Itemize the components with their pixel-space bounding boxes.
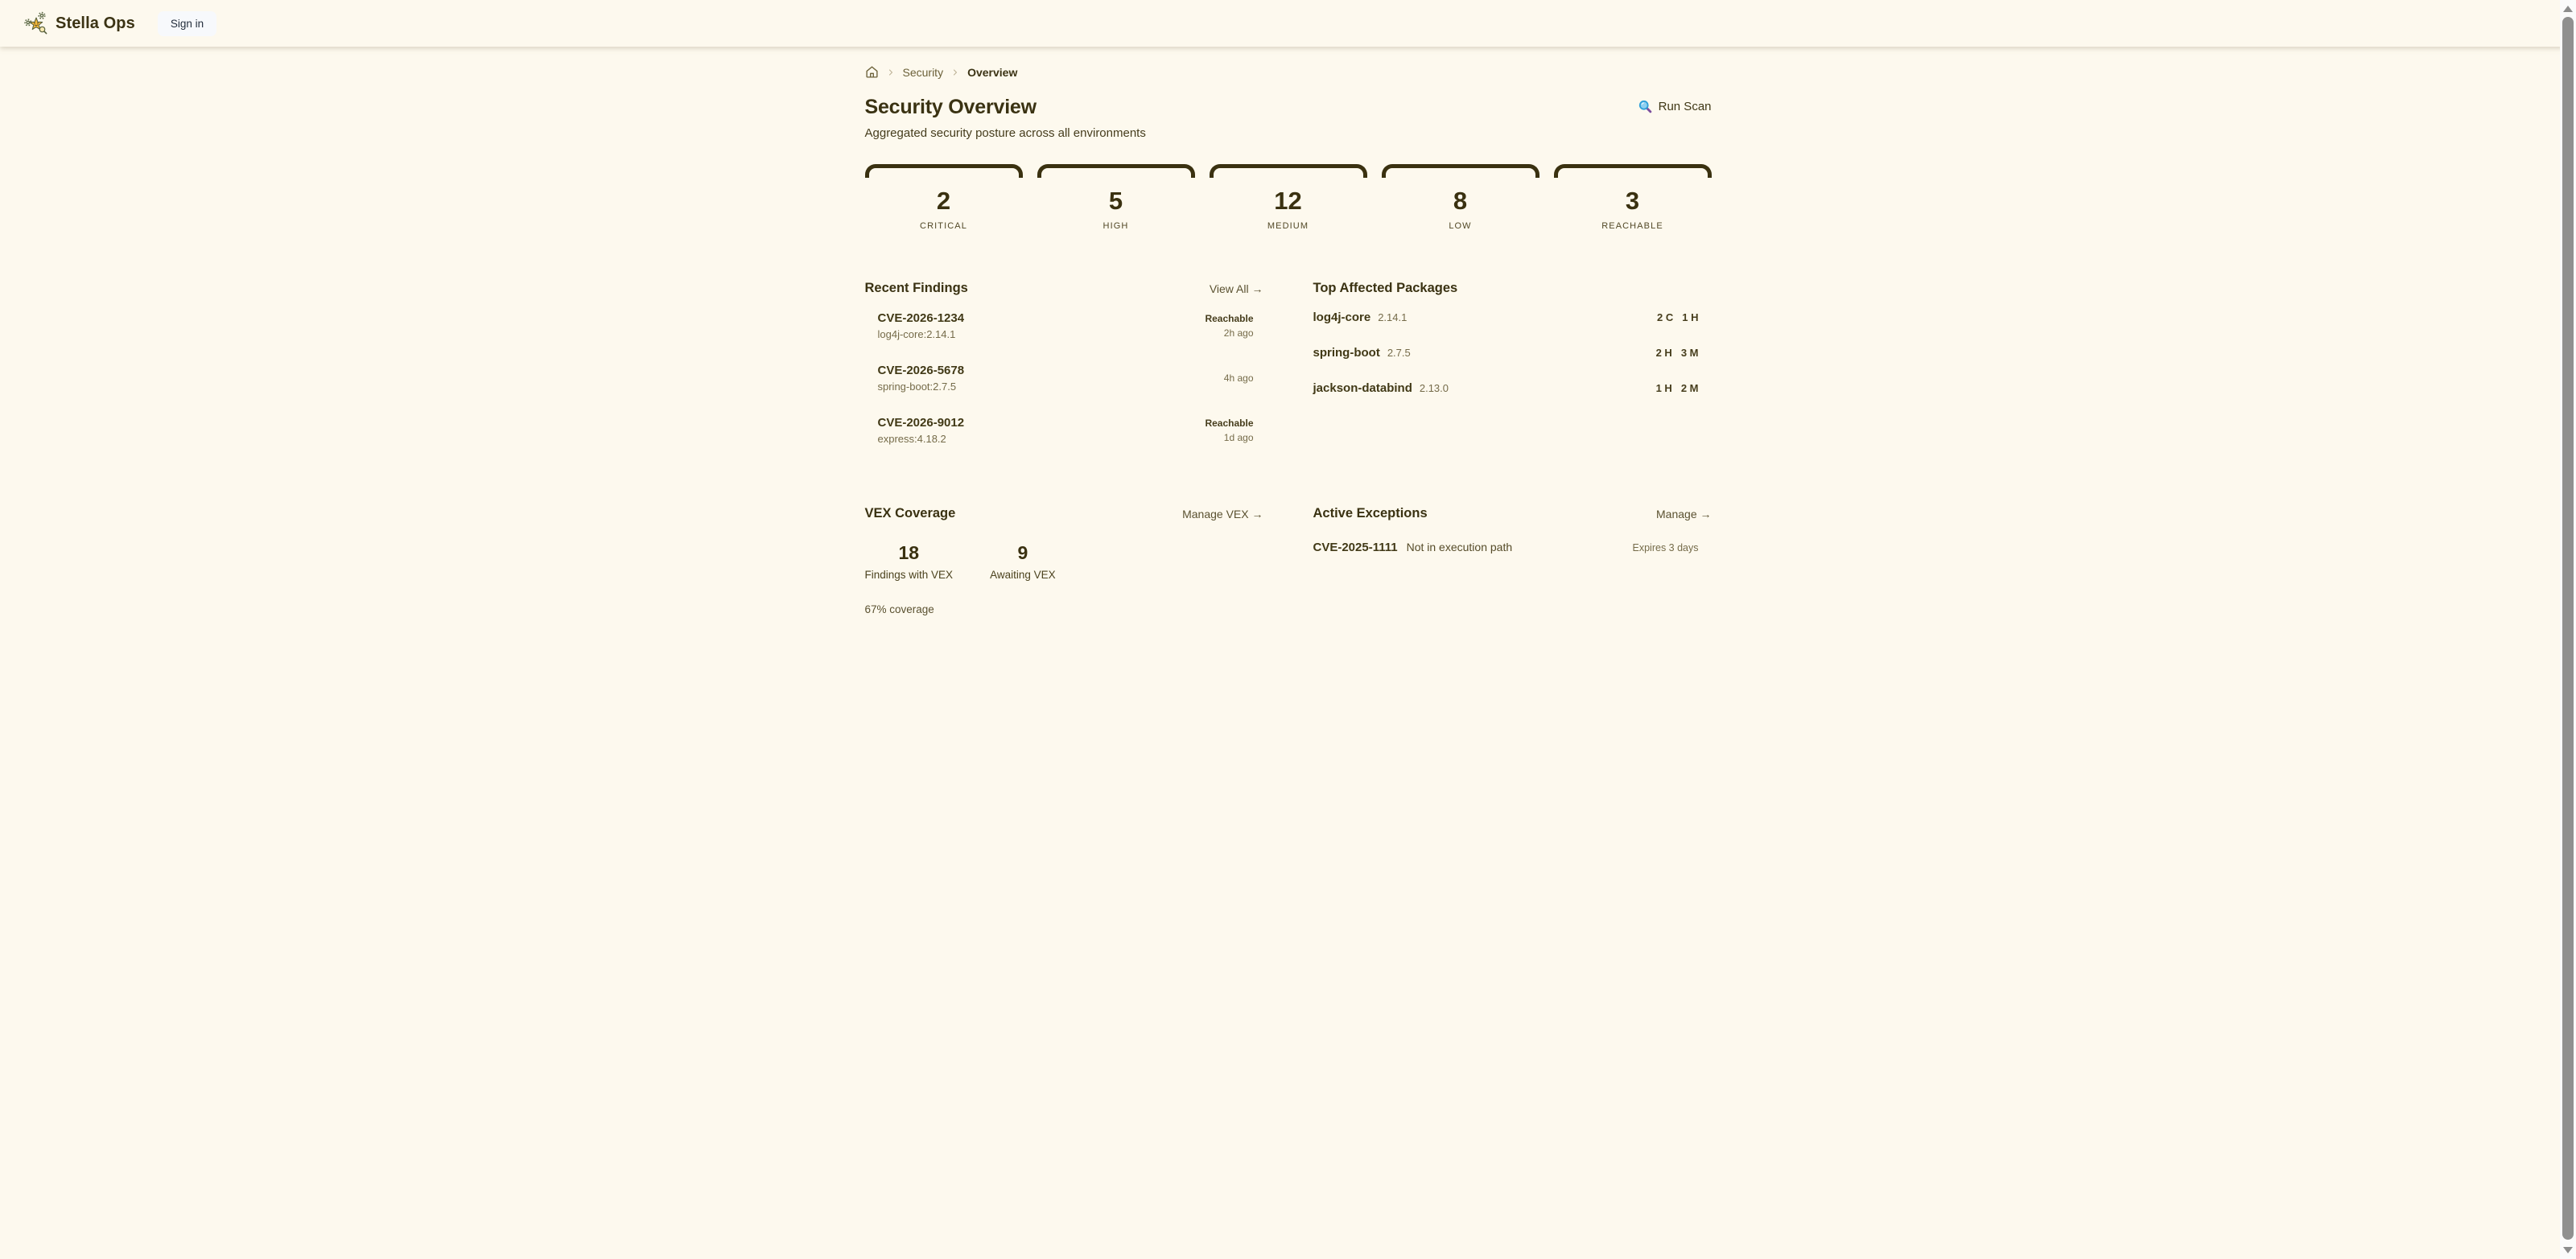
finding-time: 4h ago — [1223, 372, 1254, 384]
sign-in-button[interactable]: Sign in — [158, 11, 216, 36]
manage-exceptions-link[interactable]: Manage → — [1656, 507, 1712, 520]
package-severity-counts — [1656, 347, 1699, 359]
finding-time: 1d ago — [1223, 432, 1254, 443]
vertical-scrollbar[interactable] — [2560, 0, 2576, 1259]
magnifier-icon — [1638, 100, 1652, 113]
breadcrumb-chevron-icon — [886, 68, 896, 77]
stat-card-medium — [1210, 164, 1367, 245]
finding-cve: CVE-2026-5678 — [877, 364, 965, 377]
stat-card-low — [1382, 164, 1539, 245]
finding-row[interactable] — [865, 356, 1263, 401]
package-name: log4j-core — [1313, 311, 1371, 324]
scrollbar-thumb[interactable] — [2562, 17, 2574, 1240]
exception-reason: Not in execution path — [1406, 541, 1513, 553]
vex-stat-awaiting-vex — [990, 542, 1056, 581]
vex-stat-label: Awaiting VEX — [990, 569, 1056, 581]
section-active-exceptions — [1313, 506, 1712, 615]
count-badge: 2 H — [1655, 347, 1672, 359]
stat-label: CRITICAL — [920, 221, 967, 231]
stat-value: 8 — [1453, 187, 1468, 215]
vex-stat-label: Findings with VEX — [864, 569, 954, 581]
exception-cve: CVE-2025-1111 — [1313, 541, 1398, 554]
stat-label: LOW — [1449, 221, 1472, 231]
scrollbar-up-arrow-icon[interactable] — [2563, 6, 2573, 12]
exception-row[interactable] — [1313, 541, 1712, 554]
stella-ops-logo-icon — [24, 11, 48, 35]
section-recent-findings — [865, 281, 1263, 453]
stat-value: 5 — [1108, 187, 1123, 215]
breadcrumb-item-security[interactable]: Security — [902, 65, 944, 79]
scrollbar-down-arrow-icon[interactable] — [2563, 1247, 2573, 1253]
section-title: Recent Findings — [864, 281, 968, 295]
app-header — [0, 0, 2576, 47]
package-version: 2.13.0 — [1419, 382, 1449, 394]
page-header-row — [865, 96, 1712, 140]
vex-coverage-percentage: 67% coverage — [864, 603, 934, 615]
exception-expires: Expires 3 days — [1632, 542, 1699, 553]
finding-package: log4j-core:2.14.1 — [877, 328, 956, 340]
section-title: Active Exceptions — [1313, 506, 1428, 520]
stat-label: MEDIUM — [1267, 221, 1309, 231]
finding-row[interactable] — [865, 408, 1263, 453]
package-name: jackson-databind — [1313, 381, 1412, 395]
brand-name: Stella Ops — [56, 14, 135, 32]
finding-time: 2h ago — [1223, 327, 1254, 339]
home-link[interactable] — [865, 65, 879, 79]
finding-package: spring-boot:2.7.5 — [877, 381, 957, 393]
main-content — [865, 47, 1712, 615]
stat-value: 2 — [936, 187, 951, 215]
page-title: Security Overview — [864, 96, 1037, 118]
brand[interactable] — [24, 11, 135, 35]
package-row[interactable] — [1313, 374, 1712, 402]
count-badge: 2 M — [1680, 382, 1699, 394]
vex-stat-value: 18 — [898, 542, 920, 563]
breadcrumb-chevron-icon — [950, 68, 960, 77]
vex-stat-value: 9 — [1017, 542, 1028, 563]
stat-card-critical — [865, 164, 1023, 245]
stat-card-reachable — [1554, 164, 1712, 245]
reachable-badge: Reachable — [1205, 418, 1254, 429]
section-title: VEX Coverage — [864, 506, 956, 520]
stat-label: HIGH — [1103, 221, 1129, 231]
package-name: spring-boot — [1313, 346, 1380, 360]
stat-value: 12 — [1274, 187, 1302, 215]
count-badge: 1 H — [1682, 311, 1699, 323]
finding-cve: CVE-2026-9012 — [877, 416, 965, 430]
section-title: Top Affected Packages — [1313, 281, 1458, 295]
package-severity-counts — [1657, 311, 1698, 323]
home-icon — [865, 65, 879, 79]
finding-cve: CVE-2026-1234 — [877, 311, 965, 325]
page-subtitle: Aggregated security posture across all environments — [864, 126, 1146, 140]
view-all-link[interactable]: View All → — [1209, 282, 1263, 295]
severity-stats-row — [865, 164, 1712, 245]
finding-row[interactable] — [865, 303, 1263, 348]
count-badge: 2 C — [1657, 311, 1674, 323]
run-scan-button[interactable] — [1638, 100, 1712, 113]
run-scan-label: Run Scan — [1658, 100, 1712, 113]
section-top-affected-packages — [1313, 281, 1712, 453]
breadcrumb — [865, 65, 1712, 79]
finding-package: express:4.18.2 — [877, 433, 946, 445]
reachable-badge: Reachable — [1205, 313, 1254, 324]
stat-value: 3 — [1625, 187, 1640, 215]
package-version: 2.14.1 — [1378, 311, 1408, 323]
vex-stat-findings-with-vex — [865, 542, 954, 581]
count-badge: 3 M — [1680, 347, 1699, 359]
package-version: 2.7.5 — [1387, 347, 1411, 359]
package-row[interactable] — [1313, 339, 1712, 367]
breadcrumb-item-overview: Overview — [967, 65, 1018, 79]
section-vex-coverage — [865, 506, 1263, 615]
count-badge: 1 H — [1655, 382, 1672, 394]
stat-card-high — [1037, 164, 1195, 245]
stat-label: REACHABLE — [1601, 221, 1663, 231]
manage-vex-link[interactable]: Manage VEX → — [1182, 507, 1263, 520]
package-severity-counts — [1656, 382, 1699, 394]
package-row[interactable] — [1313, 303, 1712, 331]
